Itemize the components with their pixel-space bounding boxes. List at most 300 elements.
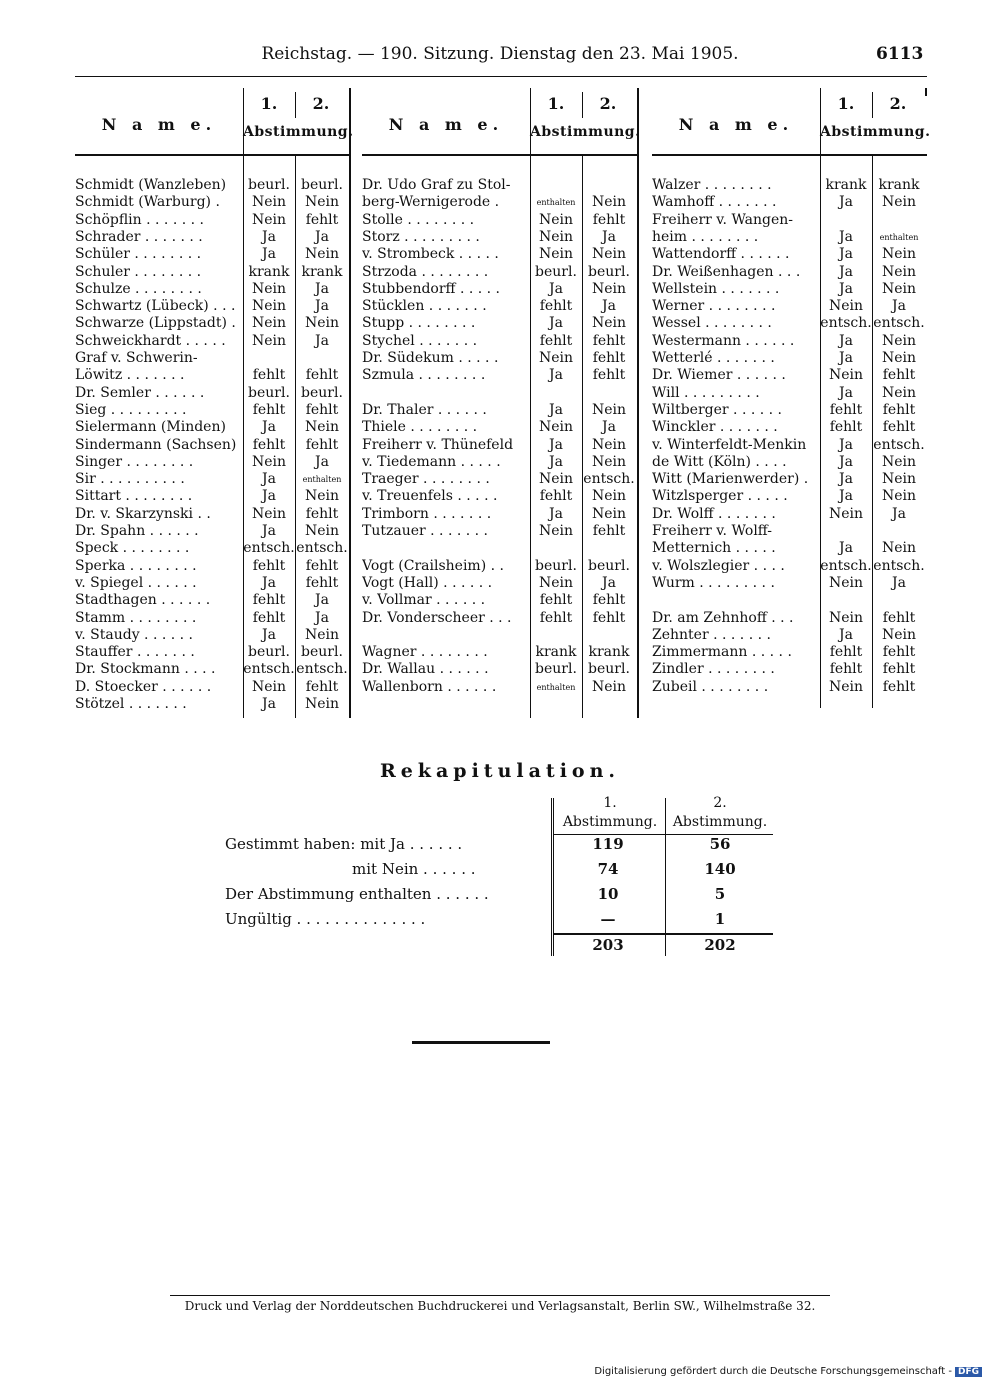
- vote-1: Ja: [839, 626, 853, 643]
- vote-2: Nein: [881, 488, 917, 505]
- vote-2: Nein: [591, 453, 627, 470]
- table-row: [75, 194, 350, 211]
- vote-1: Ja: [262, 228, 276, 245]
- vote-1: Nein: [251, 194, 287, 211]
- vote-1: fehlt: [829, 644, 863, 661]
- vote-2: fehlt: [592, 211, 626, 228]
- vote-1: Nein: [538, 523, 574, 539]
- vote-2: enthalten: [879, 232, 919, 242]
- member-name: Winckler . . . . . . .: [652, 419, 778, 436]
- member-name: Sperka . . . . . . . .: [75, 557, 197, 574]
- member-name: Wessel . . . . . . . .: [652, 315, 772, 332]
- member-name: heim . . . . . . . .: [652, 228, 759, 245]
- table-row: [75, 385, 350, 402]
- table-row: [362, 402, 637, 419]
- vote-1: enthalten: [536, 682, 576, 692]
- member-name: Schwartz (Lübeck) . . .: [75, 298, 236, 315]
- vote-2: Nein: [881, 246, 917, 263]
- vote-1: Ja: [839, 228, 853, 245]
- member-name: Stücklen . . . . . . .: [362, 298, 487, 315]
- vote-2: Nein: [304, 246, 340, 263]
- vote-2: beurl.: [588, 263, 630, 280]
- member-name: Löwitz . . . . . . .: [75, 367, 185, 384]
- vote-1: Ja: [549, 436, 563, 453]
- member-name: Dr. am Zehnhoff . . .: [652, 609, 794, 626]
- vote-2: beurl.: [588, 661, 630, 678]
- table-row: [362, 679, 637, 696]
- recap-total-1: 203: [592, 936, 624, 954]
- vote-2: beurl.: [301, 177, 343, 193]
- table-row: [75, 437, 350, 454]
- vote-2: entsch.: [873, 557, 925, 574]
- vote-1: fehlt: [539, 332, 573, 349]
- table-row: [652, 194, 927, 211]
- vote-1: Nein: [828, 505, 864, 522]
- table-row: [75, 350, 350, 367]
- vote-2: Nein: [881, 280, 917, 297]
- table-row: [362, 315, 637, 332]
- member-name: Schrader . . . . . . .: [75, 228, 203, 245]
- table-row: [362, 506, 637, 523]
- vote-1: fehlt: [539, 592, 573, 609]
- table-row: [75, 661, 350, 678]
- recap-label: Gestimmt haben: mit Ja . . . . . .: [225, 835, 463, 853]
- member-name: v. Spiegel . . . . . .: [75, 574, 197, 591]
- table-row: [75, 575, 350, 592]
- vote1-header: 1.: [260, 94, 278, 113]
- table-row: [362, 488, 637, 505]
- member-name: Schulze . . . . . . . .: [75, 280, 202, 297]
- vote-1: fehlt: [539, 488, 573, 505]
- table-row: [362, 298, 637, 315]
- member-name: Stupp . . . . . . . .: [362, 315, 476, 332]
- vote-1: entsch.: [820, 315, 872, 332]
- column-rule: [530, 88, 531, 718]
- vote-1: Nein: [538, 246, 574, 263]
- vote-2: Nein: [304, 419, 340, 436]
- section-end-rule: [412, 1041, 550, 1044]
- table-row: [75, 488, 350, 505]
- table-row: [75, 610, 350, 627]
- table-row: [75, 212, 350, 229]
- recap-value-2: 56: [709, 835, 731, 853]
- member-name: Schwarze (Lippstadt) .: [75, 315, 236, 332]
- vote-2: Nein: [591, 246, 627, 263]
- table-row: [362, 177, 637, 194]
- member-name: Sieg . . . . . . . . .: [75, 401, 187, 418]
- column-rule: [872, 154, 873, 708]
- vote-2: entsch.: [296, 661, 348, 678]
- member-name: Wellstein . . . . . . .: [652, 280, 780, 297]
- vote-2: fehlt: [305, 401, 339, 418]
- vote-1: Ja: [262, 696, 276, 712]
- member-name: Werner . . . . . . . .: [652, 298, 776, 315]
- table-row: [652, 385, 927, 402]
- recap-value-1: 74: [597, 860, 619, 878]
- vote-2: fehlt: [592, 350, 626, 366]
- member-name: Graf v. Schwerin-: [75, 350, 198, 366]
- table-row: [362, 385, 637, 402]
- table-row: [362, 540, 637, 557]
- vote2-header: 2.: [889, 94, 907, 113]
- vote-2: Nein: [304, 315, 340, 332]
- vote-1: Nein: [828, 298, 864, 315]
- table-row: [362, 627, 637, 644]
- recap-value-2: 140: [704, 860, 736, 878]
- vote-2: Ja: [602, 574, 616, 591]
- member-name: v. Winterfeldt-Menkin: [652, 436, 807, 453]
- recap-label: mit Nein . . . . . .: [352, 860, 476, 878]
- vote-1: Nein: [251, 211, 287, 228]
- member-name: Dr. Weißenhagen . . .: [652, 263, 801, 280]
- vote-2: fehlt: [592, 523, 626, 539]
- vote-1: beurl.: [248, 177, 290, 193]
- vote-2: fehlt: [592, 367, 626, 384]
- member-name: Schüler . . . . . . . .: [75, 246, 202, 263]
- header-rule: [75, 76, 927, 77]
- vote-1: Nein: [538, 574, 574, 591]
- vote-2: fehlt: [882, 419, 916, 436]
- table-row: [75, 558, 350, 575]
- member-name: v. Vollmar . . . . . .: [362, 592, 486, 609]
- member-name: Freiherr v. Thünefeld: [362, 436, 514, 453]
- vote-2: Nein: [304, 696, 340, 712]
- table-row: [75, 592, 350, 609]
- table-row: [75, 264, 350, 281]
- recap-label: Ungültig . . . . . . . . . . . . . .: [225, 910, 426, 928]
- table-row: [652, 610, 927, 627]
- vote-2: Ja: [315, 592, 329, 609]
- vote-1: Ja: [549, 505, 563, 522]
- table-row: [75, 471, 350, 488]
- table-row: [362, 471, 637, 488]
- vote-2: Nein: [591, 280, 627, 297]
- vote-1: Ja: [839, 280, 853, 297]
- table-row: [652, 402, 927, 419]
- name-header: N a m e.: [101, 115, 217, 134]
- table-row: [75, 367, 350, 384]
- member-name: Wetterlé . . . . . . .: [652, 350, 775, 366]
- member-name: Dr. Südekum . . . . .: [362, 350, 499, 366]
- vote-1: Nein: [828, 574, 864, 591]
- vote-1: Ja: [262, 471, 276, 488]
- vote-1: entsch.: [820, 557, 872, 574]
- member-name: Stadthagen . . . . . .: [75, 592, 211, 609]
- member-name: Vogt (Hall) . . . . . .: [362, 574, 493, 591]
- vote-2: Nein: [304, 194, 340, 211]
- member-name: Stötzel . . . . . . .: [75, 696, 187, 712]
- vote-2: Nein: [881, 384, 917, 401]
- vote-1: entsch.: [243, 661, 295, 678]
- vote-2: fehlt: [882, 367, 916, 384]
- vote-2: Nein: [304, 626, 340, 643]
- vote-1: Nein: [251, 505, 287, 522]
- member-name: Wamhoff . . . . . . .: [652, 194, 777, 211]
- member-name: Dr. Wiemer . . . . . .: [652, 367, 786, 384]
- member-name: Traeger . . . . . . . .: [362, 471, 490, 488]
- table-row: [652, 679, 927, 696]
- vote-1: fehlt: [539, 298, 573, 315]
- member-name: Wagner . . . . . . . .: [362, 644, 488, 661]
- vote-2: fehlt: [882, 661, 916, 678]
- table-row: [652, 592, 927, 609]
- member-name: Sindermann (Sachsen): [75, 436, 237, 453]
- recap-title: Rekapitulation.: [379, 760, 621, 782]
- member-name: v. Wolszlegier . . . .: [652, 557, 785, 574]
- member-name: Witzlsperger . . . . .: [652, 488, 788, 505]
- vote-2: Nein: [304, 488, 340, 505]
- vote-1: Ja: [839, 332, 853, 349]
- table-row: [362, 212, 637, 229]
- vote-1: Nein: [828, 678, 864, 695]
- vote-2: entsch.: [873, 315, 925, 332]
- vote-2: Nein: [881, 350, 917, 366]
- table-row: [362, 437, 637, 454]
- column-rule: [295, 154, 296, 718]
- vote-column-3: [652, 88, 931, 718]
- member-name: Sir . . . . . . . . . .: [75, 471, 185, 488]
- vote-1: krank: [825, 177, 867, 193]
- vote-2: beurl.: [301, 644, 343, 661]
- table-row: [75, 281, 350, 298]
- abstimmung-header: Abstimmung.: [243, 124, 354, 140]
- vote-column-1: [75, 88, 354, 718]
- vote-1: Nein: [251, 678, 287, 695]
- member-name: Freiherr v. Wangen-: [652, 211, 793, 228]
- table-row: [75, 627, 350, 644]
- dfg-note: [594, 1366, 982, 1377]
- vote-2: Ja: [315, 228, 329, 245]
- member-name: Dr. Wallau . . . . . .: [362, 661, 489, 678]
- vote-2: krank: [301, 263, 343, 280]
- member-name: Dr. v. Skarzynski . .: [75, 505, 211, 522]
- table-row: [362, 333, 637, 350]
- member-name: Singer . . . . . . . .: [75, 453, 194, 470]
- vote-1: Nein: [251, 332, 287, 349]
- table-row: [652, 661, 927, 678]
- member-name: Schuler . . . . . . . .: [75, 263, 202, 280]
- column-header: [75, 88, 354, 156]
- table-row: [652, 264, 927, 281]
- member-name: Speck . . . . . . . .: [75, 540, 190, 557]
- vote-2: Ja: [315, 609, 329, 626]
- column-rule: [349, 88, 351, 718]
- member-name: Will . . . . . . . . .: [652, 384, 760, 401]
- table-row: [75, 696, 350, 713]
- table-row: [652, 558, 927, 575]
- vote-1: fehlt: [252, 436, 286, 453]
- vote-1: Ja: [839, 453, 853, 470]
- vote-2: Nein: [591, 436, 627, 453]
- vote-1: Nein: [251, 298, 287, 315]
- table-row: [75, 644, 350, 661]
- recap-total-rule: [553, 933, 773, 935]
- vote-1: Ja: [262, 574, 276, 591]
- vote-2: Nein: [304, 523, 340, 539]
- table-row: [362, 592, 637, 609]
- table-row: [652, 212, 927, 229]
- vote-1: Ja: [549, 280, 563, 297]
- vote-1: fehlt: [252, 592, 286, 609]
- table-row: [652, 350, 927, 367]
- table-row: [75, 177, 350, 194]
- member-name: Wurm . . . . . . . . .: [652, 574, 775, 591]
- vote-2: fehlt: [592, 332, 626, 349]
- vote-1: fehlt: [829, 401, 863, 418]
- table-row: [75, 506, 350, 523]
- member-name: Storz . . . . . . . . .: [362, 228, 480, 245]
- member-name: Schmidt (Warburg) .: [75, 194, 220, 211]
- table-row: [362, 661, 637, 678]
- dfg-text: Digitalisierung gefördert durch die Deutsche Forschungsgemeinschaft -: [594, 1366, 952, 1377]
- table-row: [652, 315, 927, 332]
- table-row: [652, 523, 927, 540]
- table-row: [362, 454, 637, 471]
- column-header: [652, 88, 931, 156]
- vote-2: entsch.: [583, 471, 635, 488]
- vote-2: Nein: [881, 453, 917, 470]
- table-row: [362, 575, 637, 592]
- vote-2: Nein: [881, 540, 917, 557]
- table-row: [652, 367, 927, 384]
- vote-2: beurl.: [588, 557, 630, 574]
- member-name: Dr. Vonderscheer . . .: [362, 609, 512, 626]
- table-row: [652, 488, 927, 505]
- member-name: Sielermann (Minden): [75, 419, 226, 436]
- vote-2: fehlt: [305, 367, 339, 384]
- table-row: [75, 246, 350, 263]
- abstimmung-header: Abstimmung.: [530, 124, 641, 140]
- member-name: Zehnter . . . . . . .: [652, 626, 771, 643]
- table-row: [362, 246, 637, 263]
- dfg-logo: DFG: [955, 1367, 982, 1377]
- vote-1: Nein: [538, 419, 574, 436]
- vote-2: Ja: [892, 574, 906, 591]
- table-row: [652, 627, 927, 644]
- vote-2: fehlt: [305, 557, 339, 574]
- table-row: [75, 402, 350, 419]
- vote-1: Ja: [839, 488, 853, 505]
- vote-1: Ja: [839, 194, 853, 211]
- member-name: Dr. Stockmann . . . .: [75, 661, 216, 678]
- table-row: [75, 298, 350, 315]
- vote-1: fehlt: [252, 401, 286, 418]
- vote-1: entsch.: [243, 540, 295, 557]
- table-row: [75, 523, 350, 540]
- recap-value-1: 10: [597, 885, 619, 903]
- vote-2: Nein: [591, 401, 627, 418]
- vote-1: Ja: [262, 246, 276, 263]
- vote-1: Ja: [262, 488, 276, 505]
- vote-2: fehlt: [305, 505, 339, 522]
- vote-1: Nein: [538, 228, 574, 245]
- vote-2: krank: [588, 644, 630, 661]
- table-row: [362, 367, 637, 384]
- vote-2: Nein: [881, 471, 917, 488]
- vote-1: Ja: [839, 246, 853, 263]
- vote-2: fehlt: [882, 644, 916, 661]
- table-row: [652, 419, 927, 436]
- vote-1: Ja: [839, 350, 853, 366]
- member-name: Trimborn . . . . . . .: [362, 505, 492, 522]
- vote-2: Ja: [892, 505, 906, 522]
- table-row: [362, 264, 637, 281]
- page-header: Reichstag. — 190. Sitzung. Dienstag den 23. Mai 1905.: [261, 44, 739, 64]
- table-row: [652, 454, 927, 471]
- vote-2: krank: [878, 177, 920, 193]
- vote1-header: 1.: [837, 94, 855, 113]
- vote-2: enthalten: [302, 475, 342, 485]
- vote-1: Ja: [549, 315, 563, 332]
- member-name: Wiltberger . . . . . .: [652, 401, 783, 418]
- table-row: [362, 194, 637, 211]
- vote-1: Nein: [538, 211, 574, 228]
- table-row: [652, 506, 927, 523]
- vote-1: beurl.: [535, 661, 577, 678]
- recap-value-1: 119: [592, 835, 624, 853]
- member-name: Schöpflin . . . . . . .: [75, 211, 204, 228]
- table-row: [75, 454, 350, 471]
- member-name: Wallenborn . . . . . .: [362, 678, 497, 695]
- vote-2: Nein: [591, 315, 627, 332]
- vote-2: fehlt: [305, 574, 339, 591]
- name-header: N a m e.: [388, 115, 504, 134]
- vote-2: Ja: [315, 298, 329, 315]
- vote-1: Ja: [839, 436, 853, 453]
- member-name: Dr. Udo Graf zu Stol-: [362, 177, 511, 193]
- member-name: Tutzauer . . . . . . .: [362, 523, 488, 539]
- member-name: Wattendorff . . . . . .: [652, 246, 790, 263]
- table-row: [75, 540, 350, 557]
- vote-2: Nein: [591, 505, 627, 522]
- vote-1: Ja: [262, 626, 276, 643]
- table-row: [652, 644, 927, 661]
- member-name: Zindler . . . . . . . .: [652, 661, 775, 678]
- member-name: Sittart . . . . . . . .: [75, 488, 193, 505]
- vote-1: fehlt: [252, 367, 286, 384]
- member-name: Schweickhardt . . . . .: [75, 332, 226, 349]
- table-row: [75, 679, 350, 696]
- vote-2: Ja: [315, 280, 329, 297]
- vote2-header: 2.: [312, 94, 330, 113]
- recap-value-2: 1: [714, 910, 726, 928]
- recap-head-2: 2.: [713, 795, 727, 811]
- column-rule: [582, 154, 583, 718]
- member-name: Stauffer . . . . . . .: [75, 644, 195, 661]
- vote-2: fehlt: [882, 609, 916, 626]
- vote-1: Ja: [549, 401, 563, 418]
- member-name: Dr. Semler . . . . . .: [75, 384, 205, 401]
- vote-2: entsch.: [873, 436, 925, 453]
- recap-head-1b: Abstimmung.: [562, 814, 658, 830]
- member-name: Zubeil . . . . . . . .: [652, 678, 769, 695]
- vote-2: Nein: [881, 194, 917, 211]
- table-row: [362, 281, 637, 298]
- vote-2: Nein: [591, 488, 627, 505]
- table-row: [652, 177, 927, 194]
- vote-1: Ja: [549, 367, 563, 384]
- member-name: Metternich . . . . .: [652, 540, 776, 557]
- vote-1: fehlt: [829, 419, 863, 436]
- vote-2: fehlt: [305, 211, 339, 228]
- member-name: de Witt (Köln) . . . .: [652, 453, 787, 470]
- table-row: [362, 229, 637, 246]
- column-rule: [637, 88, 639, 718]
- vote-column-2: [362, 88, 641, 718]
- table-row: [652, 437, 927, 454]
- vote-2: fehlt: [882, 678, 916, 695]
- column-rule: [243, 88, 244, 718]
